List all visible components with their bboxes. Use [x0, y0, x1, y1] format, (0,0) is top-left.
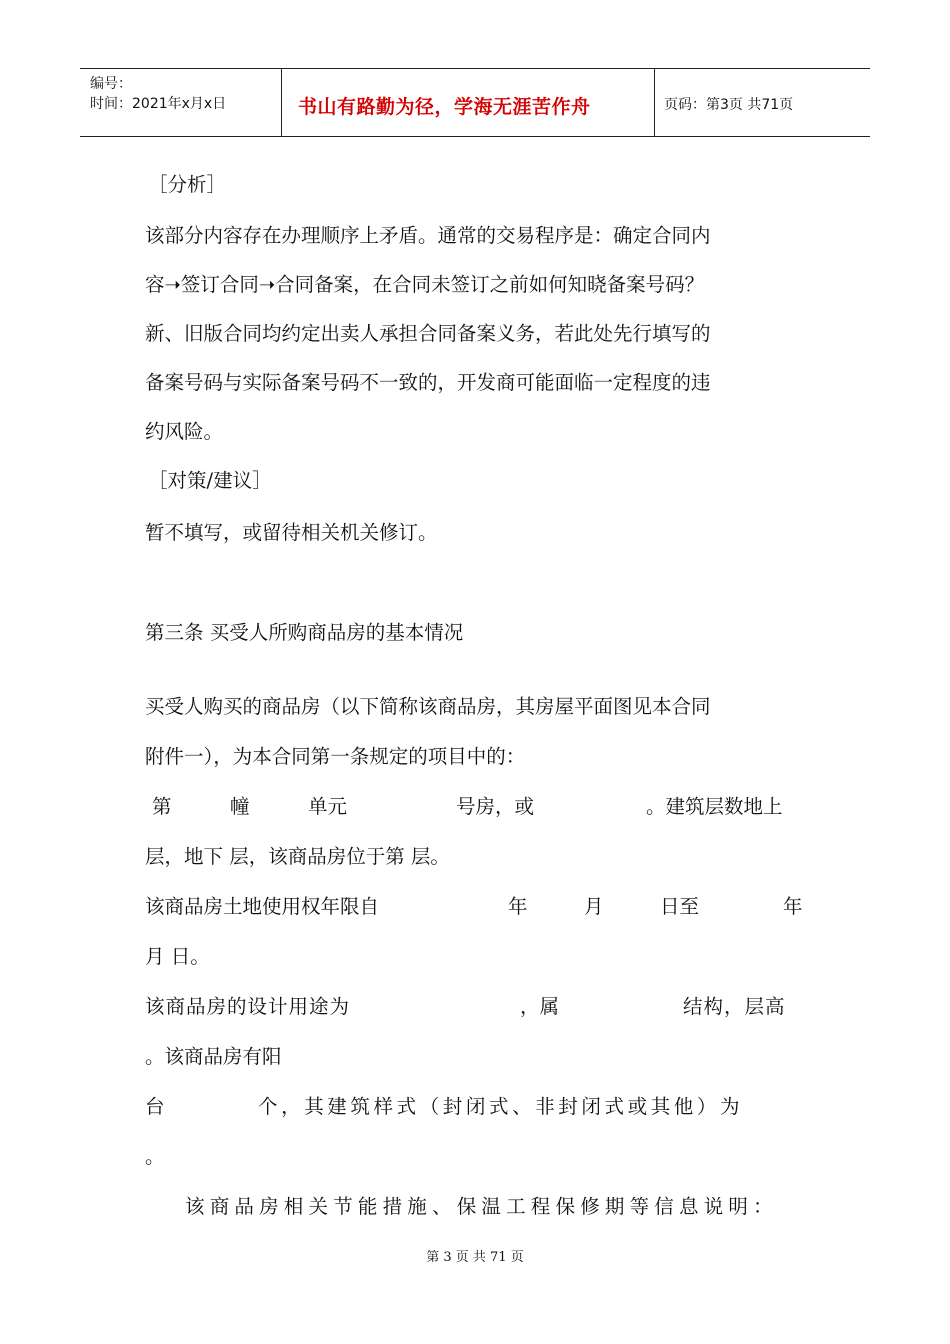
analysis-line: 备案号码与实际备案号码不一致的，开发商可能面临一定程度的违 — [145, 371, 711, 394]
analysis-line: 约风险。 — [145, 420, 224, 443]
blank-label: 号房，或 — [456, 795, 535, 818]
blank-label: 日至 — [660, 895, 700, 918]
blank-label: 年 — [783, 895, 803, 918]
page-header — [80, 68, 870, 137]
para-line: 层，地下 层，该商品房位于第 层。 — [145, 845, 450, 868]
blank-label: 年 — [508, 895, 528, 918]
advice-line: 暂不填写，或留待相关机关修订。 — [145, 521, 438, 544]
para-line: 该商品房相关节能措施、保温工程保修期等信息说明： — [185, 1195, 778, 1218]
motto-text: 书山有路勤为径，学海无涯苦作舟 — [298, 96, 591, 118]
para-line: 。该商品房有阳 — [145, 1045, 282, 1068]
para-line: 买受人购买的商品房（以下简称该商品房，其房屋平面图见本合同 — [145, 695, 711, 718]
advice-heading: ［对策/建议］ — [148, 469, 272, 492]
blank-label: 单元 — [308, 795, 348, 818]
blank-label: 月 — [584, 895, 604, 918]
para-line: 附件一），为本合同第一条规定的项目中的： — [145, 745, 526, 768]
blank-label: 第 — [152, 795, 172, 818]
blank-label: 结构，层高 — [683, 995, 786, 1018]
para-line: 。 — [145, 1145, 165, 1168]
header-page-cell — [654, 69, 870, 136]
page-footer: 第 3 页 共 71 页 — [426, 1250, 524, 1265]
blank-label: 。建筑层数地上 — [646, 795, 783, 818]
blank-label: 幢 — [230, 795, 250, 818]
header-meta — [80, 69, 281, 136]
header-motto-cell — [281, 69, 655, 136]
page-info: 页码：第3页 共71页 — [664, 97, 794, 113]
article-title: 第三条 买受人所购商品房的基本情况 — [145, 621, 464, 644]
analysis-line: 该部分内容存在办理顺序上矛盾。通常的交易程序是：确定合同内 — [145, 224, 711, 247]
blank-label: ，属 — [520, 995, 560, 1018]
code-label: 编号： — [90, 76, 132, 92]
blank-label: 该商品房土地使用权年限自 — [145, 895, 380, 918]
blank-label: 该商品房的设计用途为 — [145, 995, 351, 1018]
analysis-heading: ［分析］ — [148, 173, 227, 196]
analysis-line: 容➝签订合同➝合同备案，在合同未签订之前如何知晓备案号码？ — [145, 273, 705, 296]
blank-label: 个，其建筑样式（封闭式、非封闭式或其他）为 — [258, 1095, 744, 1118]
para-line: 月 日。 — [145, 945, 210, 968]
date-label: 时间：2021年x月x日 — [90, 96, 227, 112]
analysis-line: 新、旧版合同均约定出卖人承担合同备案义务，若此处先行填写的 — [145, 322, 711, 345]
blank-label: 台 — [145, 1095, 165, 1118]
